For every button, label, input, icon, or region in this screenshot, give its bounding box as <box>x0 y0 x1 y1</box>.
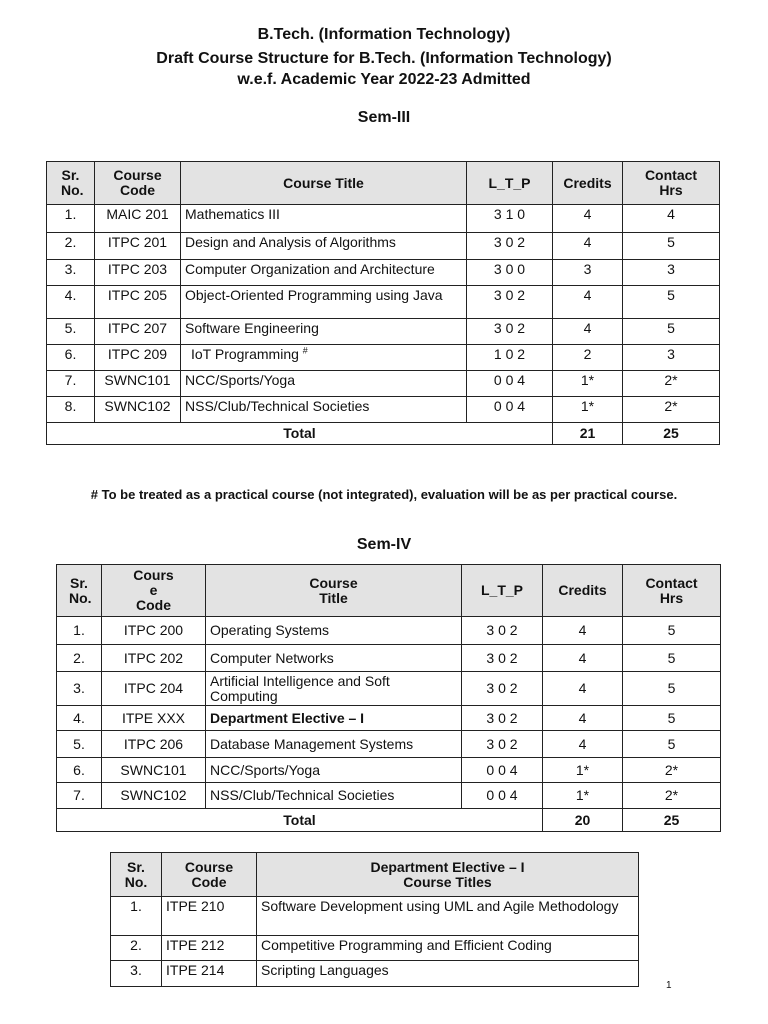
elective-header-title: Department Elective – I Course Titles <box>257 853 639 897</box>
sem4-cell-credits <box>543 672 623 706</box>
elective-cell-title-text: Software Development using UML and Agile Methodology <box>261 898 619 914</box>
sem3-table <box>46 161 720 445</box>
sem4-header-sr: Sr. No. <box>57 565 102 617</box>
sem3-cell-ltp-text: 3 0 2 <box>493 234 526 250</box>
sem3-cell-contact-text: 3 <box>667 346 675 362</box>
sem4-header-title: Course Title <box>206 565 462 617</box>
sem4-cell-contact <box>623 617 721 645</box>
sem3-row <box>47 286 720 319</box>
sem4-cell-contact-text: 2* <box>664 787 679 803</box>
sem4-cell-contact <box>623 758 721 783</box>
sem4-cell-credits <box>543 706 623 731</box>
sem3-cell-ltp <box>467 286 553 319</box>
sem4-cell-title-text: Operating Systems <box>210 622 330 638</box>
sem4-cell-code-text: ITPE XXX <box>121 709 186 726</box>
sem4-cell-contact-text: 5 <box>667 680 676 696</box>
sem4-cell-title <box>206 758 462 783</box>
elective-cell-code-text: ITPE 210 <box>166 898 225 914</box>
sem3-row <box>47 260 720 286</box>
sem3-cell-title-text: NSS/Club/Technical Societies <box>185 398 370 414</box>
sem3-header-row <box>47 162 720 205</box>
sem4-cell-sr <box>57 758 102 783</box>
sem3-header-credits: Credits <box>553 162 623 205</box>
sem4-cell-credits-text: 4 <box>578 622 587 638</box>
sem4-cell-ltp <box>462 731 543 758</box>
sem4-cell-contact <box>623 645 721 672</box>
sem3-row <box>47 371 720 397</box>
sem3-cell-sr-text: 5. <box>64 320 77 336</box>
sem3-cell-title <box>181 397 467 423</box>
sem4-cell-sr <box>57 672 102 706</box>
sem4-cell-title-text: NCC/Sports/Yoga <box>210 761 320 778</box>
sem4-cell-contact-text: 5 <box>667 649 676 666</box>
sem3-row <box>47 397 720 423</box>
sem4-cell-ltp-text: 3 0 2 <box>486 735 518 752</box>
sem3-total-contact: 25 <box>623 423 720 445</box>
sem4-cell-sr-text: 4. <box>73 709 85 726</box>
sem4-cell-title-text: Artificial Intelligence and Soft Computing <box>210 672 390 704</box>
sem3-cell-credits-text: 1* <box>580 372 595 388</box>
sem3-cell-contact <box>623 397 720 423</box>
sem3-cell-sr-text: 6. <box>64 346 77 362</box>
sem3-cell-ltp-text: 3 0 2 <box>493 320 526 336</box>
sem4-cell-ltp-text: 3 0 2 <box>486 680 518 696</box>
sem4-cell-credits-text: 1* <box>575 761 590 778</box>
sem4-cell-ltp-text: 3 0 2 <box>486 622 518 638</box>
sem4-cell-code <box>102 672 206 706</box>
sem3-cell-sr <box>47 345 95 371</box>
sem4-header-code: Cours e Code <box>102 565 206 617</box>
sem4-total-row <box>57 809 721 832</box>
sem3-cell-title-text: Design and Analysis of Algorithms <box>185 234 396 250</box>
sem3-cell-credits <box>553 371 623 397</box>
sem4-header-contact: Contact Hrs <box>623 565 721 617</box>
sem3-cell-ltp <box>467 371 553 397</box>
elective-cell-sr-text: 1. <box>130 898 142 914</box>
sem3-cell-title <box>181 345 467 371</box>
sem4-cell-contact-text: 5 <box>667 709 676 726</box>
sem3-cell-title-text: Object-Oriented Programming using Java <box>185 287 443 303</box>
sem3-cell-sr <box>47 371 95 397</box>
sem3-cell-sr <box>47 397 95 423</box>
sem3-cell-title <box>181 233 467 260</box>
sem3-total-credits: 21 <box>553 423 623 445</box>
sem4-cell-sr <box>57 783 102 809</box>
sem4-cell-title <box>206 706 462 731</box>
sem4-row <box>57 783 721 809</box>
elective-header-code: Course Code <box>162 853 257 897</box>
sem4-cell-title-text: Computer Networks <box>210 649 334 666</box>
sem3-cell-contact <box>623 286 720 319</box>
sem3-cell-code-text: SWNC101 <box>104 372 171 388</box>
sem4-cell-title <box>206 731 462 758</box>
sem3-cell-ltp <box>467 319 553 345</box>
sem4-cell-code <box>102 783 206 809</box>
elective-cell-sr <box>111 897 162 936</box>
sem3-cell-sr-text: 4. <box>64 287 77 303</box>
sem4-row <box>57 617 721 645</box>
sem3-cell-title-text: Mathematics III <box>185 206 280 222</box>
sem4-cell-code <box>102 645 206 672</box>
sem3-cell-code-text: ITPC 205 <box>107 287 168 303</box>
sem4-cell-contact <box>623 706 721 731</box>
sem4-cell-sr <box>57 645 102 672</box>
elective-cell-title-text: Competitive Programming and Efficient Coding <box>261 937 552 953</box>
sem4-cell-ltp <box>462 617 543 645</box>
sem3-cell-code-text: ITPC 203 <box>107 261 168 277</box>
sem4-cell-title-text: Department Elective – I <box>210 709 365 726</box>
sem3-heading: Sem-III <box>357 109 411 126</box>
sem4-cell-contact <box>623 731 721 758</box>
sem3-cell-credits-text: 4 <box>583 320 592 336</box>
elective-cell-sr-text: 2. <box>130 937 142 953</box>
sem3-header-contact: Contact Hrs <box>623 162 720 205</box>
sem4-row <box>57 731 721 758</box>
elective-row <box>111 936 639 961</box>
elective-cell-code-text: ITPE 214 <box>166 962 225 978</box>
sem4-cell-sr <box>57 617 102 645</box>
sem3-cell-sr <box>47 205 95 233</box>
sem4-cell-code-text: SWNC102 <box>120 787 187 803</box>
sem3-cell-credits-text: 1* <box>580 398 595 414</box>
sem3-cell-contact-text: 5 <box>667 320 675 336</box>
sem4-cell-code-text: ITPC 204 <box>123 680 184 696</box>
sem4-cell-code <box>102 758 206 783</box>
elective-row <box>111 897 639 936</box>
sem4-cell-credits <box>543 617 623 645</box>
sem3-cell-sr-text: 3. <box>64 261 77 277</box>
elective-cell-title-text: Scripting Languages <box>261 962 389 978</box>
sem3-cell-ltp <box>467 260 553 286</box>
sem3-cell-title-text: IoT Programming <box>191 346 299 362</box>
sem4-cell-credits <box>543 758 623 783</box>
elective-cell-code-text: ITPE 212 <box>166 937 225 953</box>
sem4-cell-title <box>206 617 462 645</box>
sem3-cell-code-text: ITPC 207 <box>107 320 168 336</box>
sem3-row <box>47 319 720 345</box>
sem4-cell-credits <box>543 783 623 809</box>
sem3-cell-contact-text: 3 <box>667 261 675 277</box>
sem3-cell-sr <box>47 260 95 286</box>
sem4-cell-ltp <box>462 645 543 672</box>
sem4-total-credits: 20 <box>543 809 623 832</box>
sem4-cell-ltp <box>462 706 543 731</box>
sem4-cell-ltp <box>462 783 543 809</box>
sem4-row <box>57 672 721 706</box>
sem4-cell-credits <box>543 645 623 672</box>
elective-cell-title <box>257 936 639 961</box>
sem3-cell-sr-text: 1. <box>64 206 77 222</box>
sem4-cell-code <box>102 731 206 758</box>
sem3-cell-credits <box>553 233 623 260</box>
sem3-cell-sr-text: 8. <box>64 398 77 414</box>
document-title: B.Tech. (Information Technology) <box>257 26 511 43</box>
sem4-cell-sr-text: 1. <box>73 622 85 638</box>
sem3-cell-sr <box>47 319 95 345</box>
sem4-row <box>57 706 721 731</box>
sem3-cell-credits <box>553 397 623 423</box>
sem3-row <box>47 205 720 233</box>
sem4-cell-code-text: ITPC 202 <box>123 649 184 666</box>
sem3-cell-credits-text: 3 <box>583 261 592 277</box>
sem3-cell-sr-text: 2. <box>64 234 77 250</box>
sem3-row <box>47 233 720 260</box>
sem3-header-ltp: L_T_P <box>467 162 553 205</box>
sem3-cell-code-text: ITPC 209 <box>107 346 168 362</box>
sem4-cell-credits-text: 4 <box>578 709 587 726</box>
sem4-cell-ltp-text: 0 0 4 <box>486 787 518 803</box>
sem4-cell-sr-text: 6. <box>73 761 85 778</box>
sem3-cell-code <box>95 345 181 371</box>
sem3-cell-contact <box>623 205 720 233</box>
sem4-cell-code-text: SWNC101 <box>120 761 187 778</box>
sem3-title-mark: # <box>302 345 308 356</box>
sem3-cell-code-text: ITPC 201 <box>107 234 168 250</box>
sem3-cell-contact-text: 5 <box>667 234 675 250</box>
sem3-header-title: Course Title <box>181 162 467 205</box>
sem4-cell-ltp-text: 3 0 2 <box>486 649 518 666</box>
sem3-cell-title-text: Software Engineering <box>185 320 319 336</box>
sem3-cell-code <box>95 286 181 319</box>
elective-cell-title <box>257 897 639 936</box>
sem4-cell-sr-text: 7. <box>73 787 85 803</box>
sem3-cell-code-text: SWNC102 <box>104 398 171 414</box>
sem3-cell-code <box>95 260 181 286</box>
sem3-cell-code <box>95 205 181 233</box>
sem4-cell-title-text: NSS/Club/Technical Societies <box>210 787 395 803</box>
sem4-cell-code-text: ITPC 200 <box>123 622 184 638</box>
sem4-cell-contact-text: 5 <box>667 622 676 638</box>
sem4-header-row <box>57 565 721 617</box>
sem3-cell-title-text: Computer Organization and Architecture <box>185 261 435 277</box>
sem4-cell-credits-text: 4 <box>578 649 587 666</box>
sem3-cell-ltp-text: 3 0 0 <box>493 261 526 277</box>
sem4-row <box>57 645 721 672</box>
sem4-cell-credits-text: 4 <box>578 735 587 752</box>
sem3-header-code: Course Code <box>95 162 181 205</box>
sem3-cell-code <box>95 397 181 423</box>
elective-cell-sr <box>111 961 162 987</box>
sem3-cell-credits <box>553 286 623 319</box>
sem3-cell-title-text: NCC/Sports/Yoga <box>185 372 295 388</box>
sem3-cell-code-text: MAIC 201 <box>106 206 169 222</box>
sem4-header-credits: Credits <box>543 565 623 617</box>
sem4-cell-credits-text: 4 <box>578 680 587 696</box>
sem3-cell-credits-text: 4 <box>583 234 592 250</box>
sem3-total-label: Total <box>47 423 553 445</box>
sem4-cell-credits <box>543 731 623 758</box>
elective-table <box>110 852 639 987</box>
sem3-cell-ltp-text: 0 0 4 <box>493 398 526 414</box>
sem4-cell-title <box>206 645 462 672</box>
sem3-cell-contact <box>623 345 720 371</box>
elective-cell-sr <box>111 936 162 961</box>
sem3-cell-ltp-text: 1 0 2 <box>493 346 526 362</box>
sem4-cell-sr <box>57 706 102 731</box>
sem3-cell-title <box>181 286 467 319</box>
elective-row <box>111 961 639 987</box>
sem4-cell-credits-text: 1* <box>575 787 590 803</box>
elective-header-sr: Sr. No. <box>111 853 162 897</box>
sem3-cell-title <box>181 260 467 286</box>
sem3-cell-ltp-text: 0 0 4 <box>493 372 526 388</box>
sem3-cell-ltp <box>467 233 553 260</box>
sem4-cell-contact-text: 5 <box>667 735 676 752</box>
sem3-cell-title <box>181 319 467 345</box>
sem3-cell-sr <box>47 233 95 260</box>
sem3-cell-ltp-text: 3 1 0 <box>493 206 526 222</box>
sem3-cell-credits <box>553 319 623 345</box>
sem3-cell-title <box>181 371 467 397</box>
sem3-header-sr: Sr. No. <box>47 162 95 205</box>
sem4-cell-contact <box>623 672 721 706</box>
sem3-cell-contact <box>623 319 720 345</box>
sem3-cell-credits-text: 4 <box>583 206 592 222</box>
sem4-cell-code-text: ITPC 206 <box>123 735 184 752</box>
sem3-cell-code <box>95 371 181 397</box>
sem4-cell-sr <box>57 731 102 758</box>
sem3-cell-contact-text: 4 <box>667 206 675 222</box>
sem4-cell-ltp <box>462 672 543 706</box>
sem4-cell-ltp <box>462 758 543 783</box>
sem3-cell-ltp <box>467 205 553 233</box>
sem3-total-row <box>47 423 720 445</box>
sem3-cell-contact <box>623 233 720 260</box>
sem4-cell-ltp-text: 0 0 4 <box>486 761 518 778</box>
sem3-cell-contact-text: 2* <box>664 398 678 414</box>
sem4-total-label: Total <box>57 809 543 832</box>
sem3-cell-contact <box>623 260 720 286</box>
sem3-row <box>47 345 720 371</box>
elective-cell-title <box>257 961 639 987</box>
sem3-cell-ltp <box>467 397 553 423</box>
sem4-table <box>56 564 721 832</box>
sem4-cell-title <box>206 783 462 809</box>
sem3-cell-credits <box>553 260 623 286</box>
elective-cell-sr-text: 3. <box>130 962 142 978</box>
sem4-heading: Sem-IV <box>356 536 412 553</box>
sem4-cell-title <box>206 672 462 706</box>
sem4-row <box>57 758 721 783</box>
elective-cell-code <box>162 936 257 961</box>
sem3-cell-credits-text: 4 <box>583 287 592 303</box>
sem3-cell-contact-text: 5 <box>667 287 675 303</box>
document-effective-year: w.e.f. Academic Year 2022-23 Admitted <box>237 71 531 88</box>
sem4-cell-contact-text: 2* <box>664 761 679 778</box>
sem3-cell-contact-text: 2* <box>664 372 678 388</box>
sem4-cell-title-text: Database Management Systems <box>210 735 414 752</box>
sem3-cell-credits-text: 2 <box>583 346 592 362</box>
sem4-cell-sr-text: 5. <box>73 735 85 752</box>
sem3-cell-ltp <box>467 345 553 371</box>
page-number: 1 <box>666 980 672 991</box>
sem4-cell-code <box>102 706 206 731</box>
sem4-cell-ltp-text: 3 0 2 <box>486 709 518 726</box>
sem3-cell-code <box>95 233 181 260</box>
sem4-total-contact: 25 <box>623 809 721 832</box>
sem3-cell-credits <box>553 205 623 233</box>
elective-cell-code <box>162 961 257 987</box>
sem3-cell-code <box>95 319 181 345</box>
sem3-cell-contact <box>623 371 720 397</box>
sem3-cell-sr <box>47 286 95 319</box>
sem3-cell-ltp-text: 3 0 2 <box>493 287 526 303</box>
sem4-cell-code <box>102 617 206 645</box>
sem4-header-ltp: L_T_P <box>462 565 543 617</box>
sem3-cell-title <box>181 205 467 233</box>
sem3-cell-sr-text: 7. <box>64 372 77 388</box>
sem4-cell-contact <box>623 783 721 809</box>
practical-course-note: # To be treated as a practical course (not integrated), evaluation will be as per practical course. <box>90 487 678 502</box>
elective-header-row <box>111 853 639 897</box>
sem4-cell-sr-text: 2. <box>73 649 85 666</box>
sem3-cell-credits <box>553 345 623 371</box>
sem4-cell-sr-text: 3. <box>73 680 85 696</box>
document-subtitle: Draft Course Structure for B.Tech. (Information Technology) <box>156 50 612 67</box>
elective-cell-code <box>162 897 257 936</box>
